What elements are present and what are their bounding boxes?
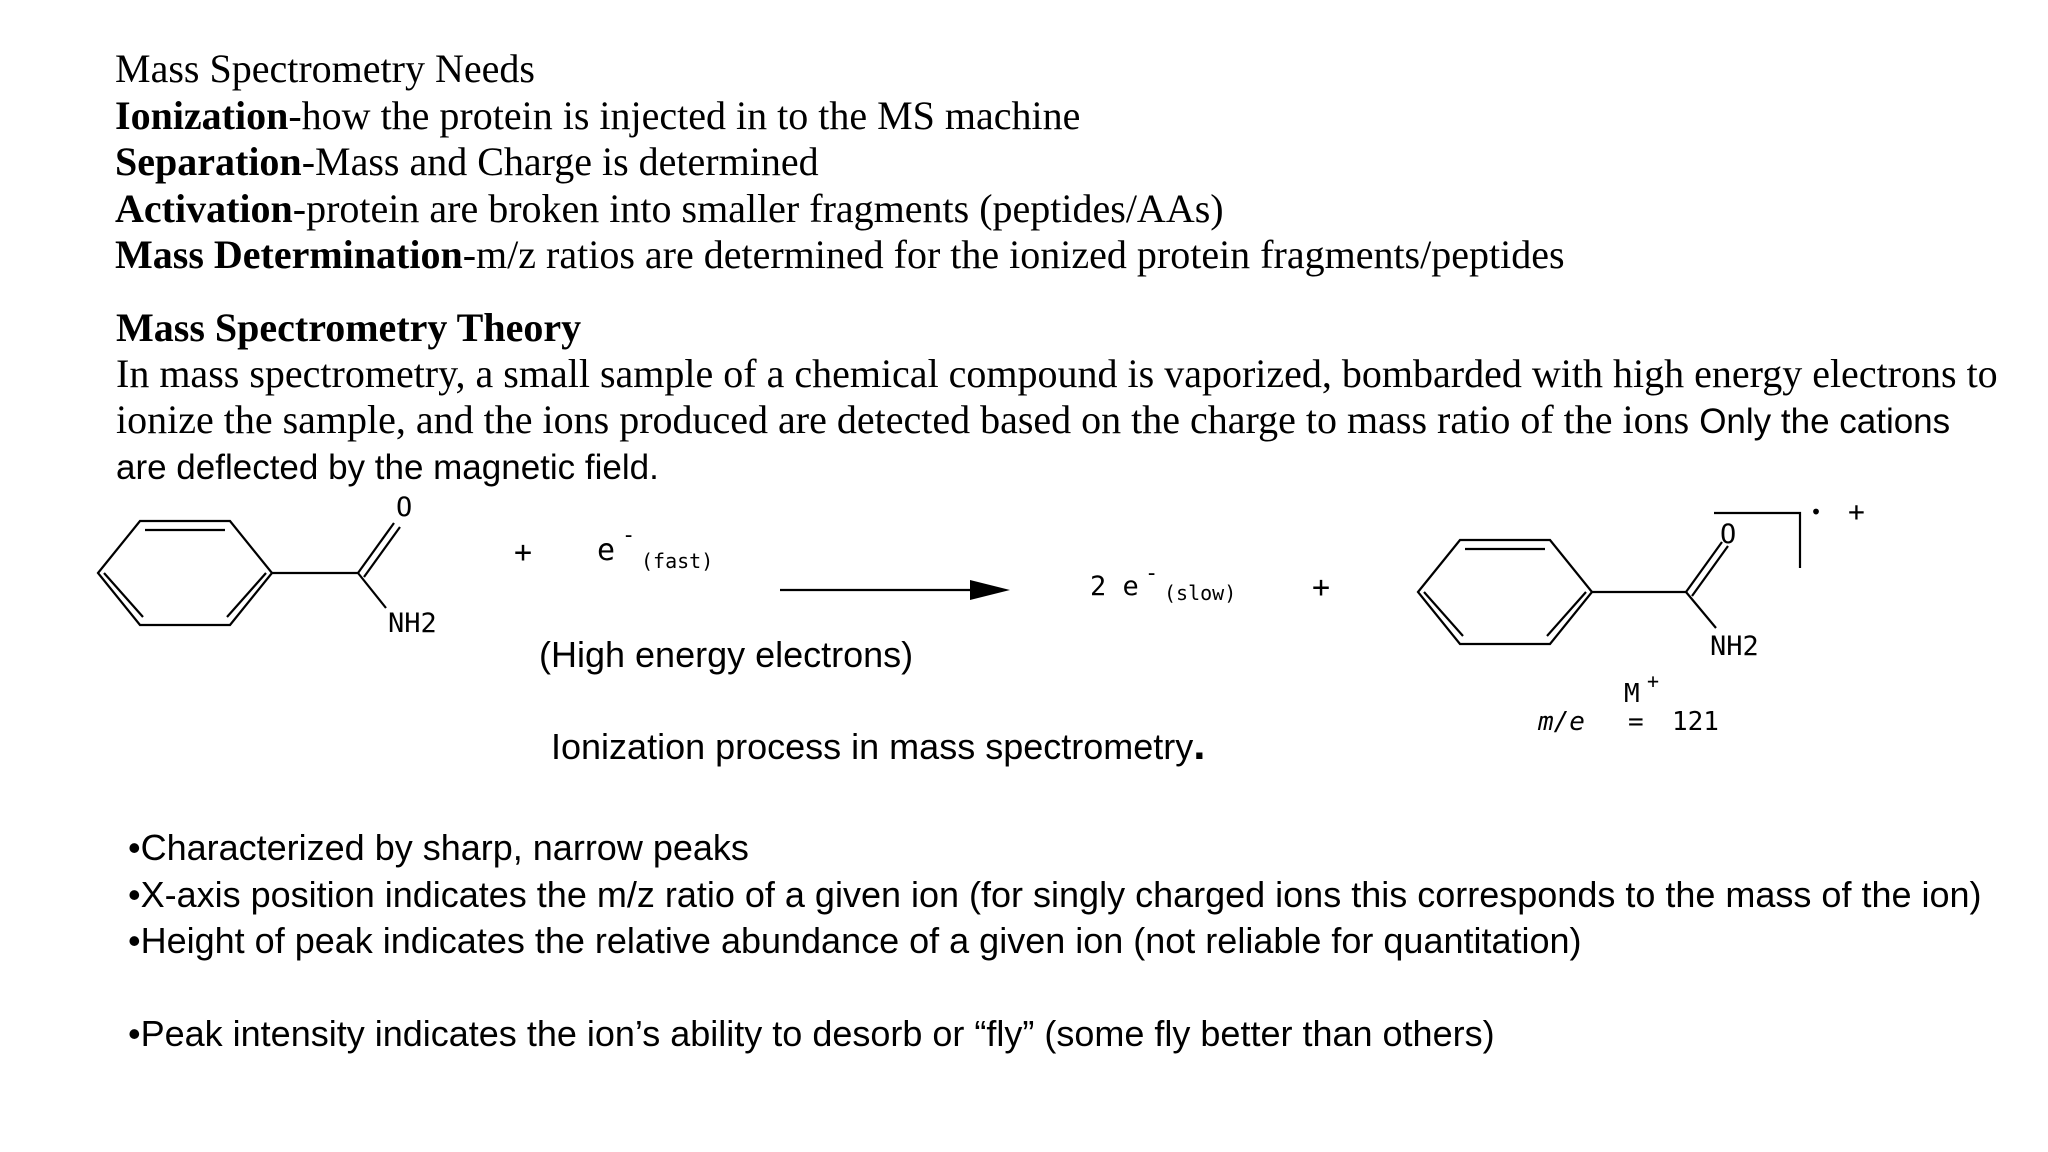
theory-line-2-sans: Only the cations [1699,402,1951,441]
ring-double-bond [227,573,266,617]
bullet-item: •Characterized by sharp, narrow peaks [128,827,749,868]
electron-charge: - [622,523,636,548]
bond-carbon-nitrogen [358,573,386,608]
benzene-ring-product [1418,540,1592,644]
bullet-item: •Height of peak indicates the relative abundance of a given ion (not reliable for quantitation) [128,920,1582,961]
product-electrons: 2 e [1090,571,1139,602]
molecular-ion-charge: + [1647,669,1660,693]
caption-text: Ionization process in mass spectrometry [551,726,1194,767]
ms-needs-title: Mass Spectrometry Needs [115,46,535,91]
product-nh2: NH2 [1710,631,1759,662]
needs-desc: -Mass and Charge is determined [301,139,819,184]
product-electron-charge: - [1145,561,1159,586]
mass-value: 121 [1672,707,1719,737]
carbonyl-double-bond [358,523,394,573]
needs-term: Ionization [115,92,289,138]
carbonyl-double-bond [1686,542,1722,592]
theory-line-2 [116,397,2006,445]
product-oxygen: O [1720,519,1737,550]
reactant-oxygen: O [396,492,413,523]
reactant-nh2: NH2 [388,608,437,639]
ring-double-bond [1547,592,1586,636]
needs-item-mass-determination [115,232,1565,279]
needs-item-activation [115,186,1565,233]
needs-term: Separation [115,139,302,184]
carbonyl-double-bond [1692,546,1728,596]
theory-line-2-serif: ionize the sample, and the ions produced are detected based on the charge to mass ratio of the ions [116,397,1700,442]
ionization-caption [551,720,1206,770]
caption-period: . [1193,720,1206,769]
fast-label: (fast) [641,549,714,573]
cation-charge: + [1848,495,1865,528]
plus-sign-product: + [1312,570,1331,605]
ring-double-bond [104,573,143,617]
fast-electron: e [597,533,616,568]
molecular-ion-label: M [1624,679,1640,709]
ring-double-bond [1424,592,1463,636]
bond-carbon-nitrogen [1686,592,1716,628]
slow-label: (slow) [1164,581,1237,605]
plus-sign: + [514,535,533,570]
product-molecular-ion [1418,513,1800,644]
needs-item-separation [115,139,1565,186]
bullet-item: •Peak intensity indicates the ion’s ability to desorb or “fly” (some fly better than others) [128,1012,1495,1054]
theory-heading: Mass Spectrometry Theory [116,305,582,350]
needs-term: Mass Determination [115,232,463,277]
needs-desc: -m/z ratios are determined for the ionized protein fragments/peptides [462,232,1565,277]
needs-desc: -protein are broken into smaller fragments (peptides/AAs) [292,185,1224,231]
theory-line-3: are deflected by the magnetic field. [116,448,659,487]
equals-sign: = [1628,707,1644,737]
needs-term: Activation [115,185,293,231]
reactant-benzamide [98,521,400,625]
peak-characteristics-list [128,825,1988,1057]
needs-item-ionization [115,93,1565,140]
me-label: m/e [1538,707,1585,737]
needs-desc: -how the protein is injected in to the MS machine [288,92,1081,138]
bullet-spacer [128,965,1988,1011]
bullet-item: •X-axis position indicates the m/z ratio of a given ion (for singly charged ions this corresponds to the mass of the ion) [128,873,1982,915]
benzene-ring-reactant [98,521,272,625]
carbonyl-double-bond [364,527,400,577]
theory-line-1: In mass spectrometry, a small sample of a chemical compound is vaporized, bombarded with high energy electrons to [116,351,1998,396]
high-energy-label: (High energy electrons) [539,634,914,675]
ms-needs-section [115,46,1565,279]
radical-dot: • [1810,500,1823,524]
theory-paragraph [116,351,2006,491]
reaction-arrow [780,580,1010,600]
